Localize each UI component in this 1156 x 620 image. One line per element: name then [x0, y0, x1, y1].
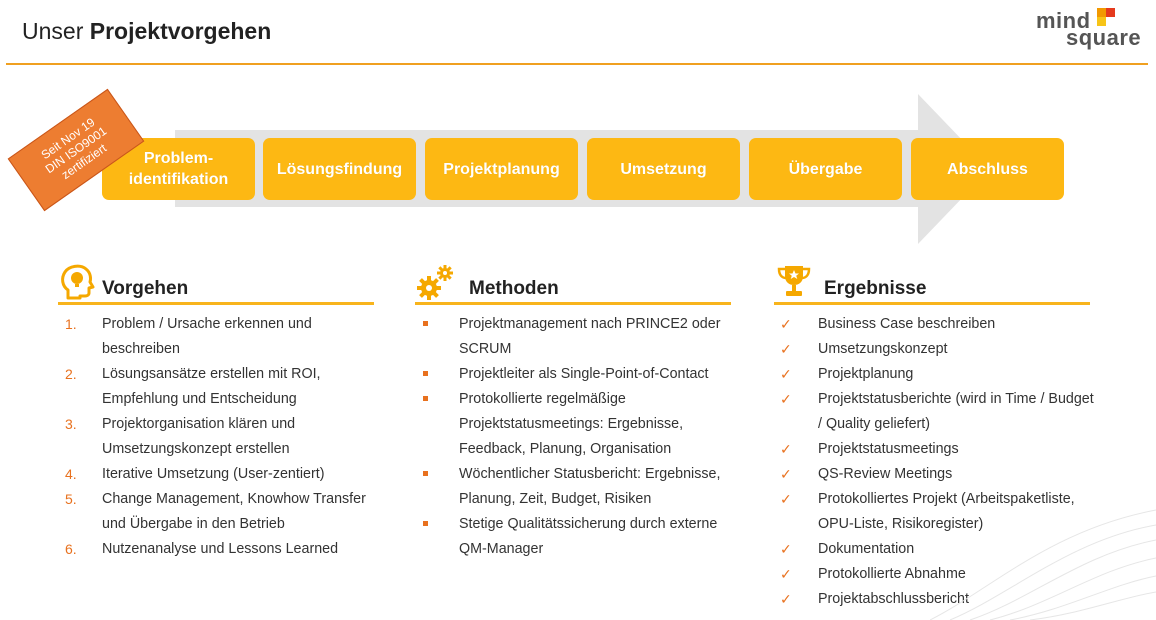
- step-umsetzung: [587, 138, 740, 200]
- badge-text: Seit Nov 19 DIN ISO9001 zertifiziert: [38, 115, 110, 182]
- column-methoden: [415, 262, 745, 557]
- list-item: [415, 362, 739, 387]
- list-text: Protokolliertes Projekt (Arbeitspaketliste, OPU-Liste, Risikoregister): [818, 491, 1075, 532]
- column-heading: Ergebnisse: [824, 278, 927, 299]
- column-underline: [415, 302, 731, 305]
- list-item: [774, 337, 1098, 362]
- list-text: QS-Review Meetings: [818, 466, 953, 482]
- list-number: 3.: [65, 416, 77, 432]
- list-number: 1.: [65, 316, 77, 332]
- list-item: [58, 537, 382, 562]
- list-item: [58, 362, 382, 412]
- step-loesungsfindung: [263, 138, 416, 200]
- step-label: Lösungsfindung: [276, 160, 403, 178]
- list-item: [774, 387, 1098, 437]
- logo-text-bottom: square: [1066, 25, 1142, 50]
- title-bold: Projektvorgehen: [89, 18, 272, 44]
- process-arrow: [0, 0, 1156, 260]
- list-item: [415, 512, 739, 562]
- bullet-square: [423, 396, 428, 401]
- step-label: Projektplanung: [443, 160, 560, 178]
- list-item: [415, 387, 739, 462]
- decorative-wave-lines: [930, 470, 1156, 620]
- list-number: 2.: [65, 366, 77, 382]
- vorgehen-list: [58, 312, 382, 562]
- bullet-square: [423, 371, 428, 376]
- list-item: [415, 312, 739, 362]
- list-text: Protokollierte Abnahme: [818, 566, 966, 582]
- bullet-square: [423, 521, 428, 526]
- checkmark-icon: ✓: [780, 491, 792, 507]
- bullet-square: [423, 321, 428, 326]
- list-item: [58, 412, 382, 462]
- list-text: Stetige Qualitätssicherung durch externe QM-Manager: [459, 516, 718, 557]
- list-text: Change Management, Knowhow Transfer und Übergabe in den Betrieb: [102, 491, 366, 532]
- list-text: Projektmanagement nach PRINCE2 oder SCRUM: [459, 316, 721, 357]
- list-item: [415, 462, 739, 512]
- list-text: Wöchentlicher Statusbericht: Ergebnisse, Planung, Zeit, Budget, Risiken: [459, 466, 721, 507]
- checkmark-icon: ✓: [780, 316, 792, 332]
- column-header: [58, 262, 388, 306]
- list-number: 5.: [65, 491, 77, 507]
- list-text: Projektstatusmeetings: [818, 441, 959, 457]
- checkmark-icon: ✓: [780, 566, 792, 582]
- step-abschluss: [911, 138, 1064, 200]
- list-item: [58, 312, 382, 362]
- head-idea-icon: [58, 262, 98, 302]
- checkmark-icon: ✓: [780, 366, 792, 382]
- list-text: Problem / Ursache erkennen und beschreiben: [102, 316, 312, 357]
- list-text: Nutzenanalyse und Lessons Learned: [102, 541, 339, 557]
- checkmark-icon: ✓: [780, 466, 792, 482]
- checkmark-icon: ✓: [780, 341, 792, 357]
- step-projektplanung: [425, 138, 578, 200]
- list-text: Dokumentation: [818, 541, 915, 557]
- list-text: Umsetzungskonzept: [818, 341, 948, 357]
- methoden-list: [415, 312, 739, 562]
- list-item: [774, 437, 1098, 462]
- list-text: Projektstatusberichte (wird in Time / Budget / Quality geliefert): [818, 391, 1094, 432]
- step-uebergabe: [749, 138, 902, 200]
- column-header: [774, 262, 1104, 306]
- step-label: Problem-identifikation: [128, 150, 229, 188]
- column-underline: [58, 302, 374, 305]
- list-text: Lösungsansätze erstellen mit ROI, Empfehlung und Entscheidung: [102, 366, 321, 407]
- list-text: Protokollierte regelmäßige Projektstatusmeetings: Ergebnisse, Feedback, Planung, Organisation: [459, 391, 684, 457]
- column-heading: Vorgehen: [102, 278, 189, 299]
- list-text: Projektleiter als Single-Point-of-Contact: [459, 366, 709, 382]
- list-item: [774, 362, 1098, 387]
- checkmark-icon: ✓: [780, 541, 792, 557]
- column-heading: Methoden: [469, 278, 559, 299]
- column-vorgehen: [58, 262, 388, 557]
- logo-text-top: mind: [1036, 8, 1091, 33]
- list-item: [58, 487, 382, 537]
- list-text: Projektabschlussbericht: [818, 591, 969, 607]
- list-text: Business Case beschreiben: [818, 316, 996, 332]
- trophy-icon: [774, 262, 814, 302]
- title-prefix: Unser: [22, 18, 84, 44]
- list-item: [58, 462, 382, 487]
- gears-icon: [415, 262, 455, 302]
- column-ergebnisse: [774, 262, 1104, 607]
- step-label: Umsetzung: [620, 160, 707, 178]
- column-header: [415, 262, 745, 306]
- list-text: Projektorganisation klären und Umsetzungskonzept erstellen: [102, 416, 296, 457]
- checkmark-icon: ✓: [780, 441, 792, 457]
- bullet-square: [423, 471, 428, 476]
- step-label: Abschluss: [947, 160, 1028, 178]
- list-number: 4.: [65, 466, 77, 482]
- list-number: 6.: [65, 541, 77, 557]
- checkmark-icon: ✓: [780, 391, 792, 407]
- step-label: Übergabe: [788, 160, 863, 178]
- list-item: [774, 312, 1098, 337]
- list-text: Iterative Umsetzung (User-zentiert): [102, 466, 325, 482]
- column-underline: [774, 302, 1090, 305]
- checkmark-icon: ✓: [780, 591, 792, 607]
- list-text: Projektplanung: [818, 366, 914, 382]
